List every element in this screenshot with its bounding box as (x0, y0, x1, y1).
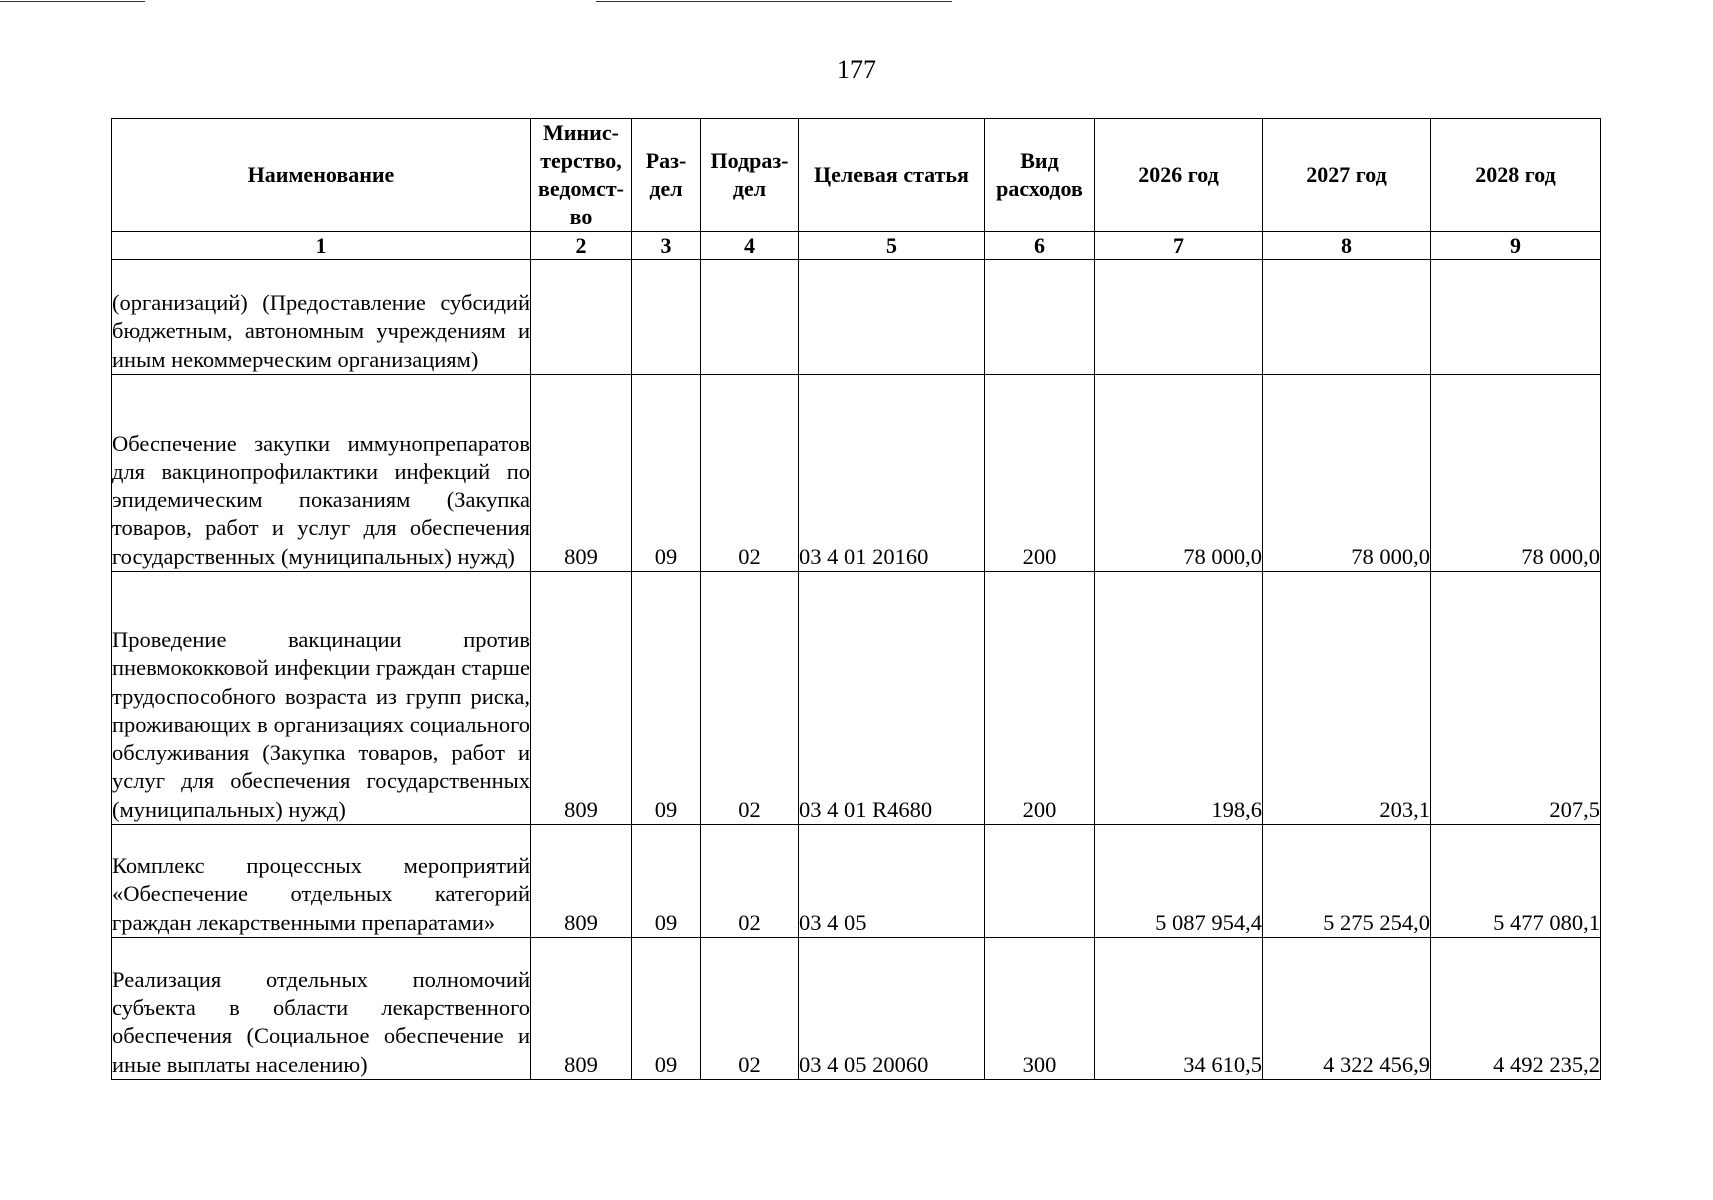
row-value-2028: 78 000,0 (1431, 375, 1601, 572)
row-name: Реализация отдельных полномочий субъекта в области лекарственного обеспечения (Социальное обеспечение и иные выплаты населению) (112, 938, 531, 1080)
row-value-2027 (1263, 260, 1431, 375)
column-number: 3 (632, 232, 701, 260)
header-section: Раз-дел (632, 119, 701, 232)
table-row (112, 938, 1601, 1080)
row-value-2026: 198,6 (1095, 572, 1263, 825)
table-row (112, 260, 1601, 375)
header-ministry: Минис-терство, ведомст-во (531, 119, 632, 232)
row-subsection: 02 (701, 825, 799, 938)
row-name: Комплекс процессных мероприятий «Обеспечение отдельных категорий граждан лекарственными препаратами» (112, 825, 531, 938)
row-target-article: 03 4 05 (799, 825, 985, 938)
row-target-article: 03 4 01 20160 (799, 375, 985, 572)
row-subsection: 02 (701, 938, 799, 1080)
row-value-2027: 4 322 456,9 (1263, 938, 1431, 1080)
header-year-2027: 2027 год (1263, 119, 1431, 232)
table-row (112, 572, 1601, 825)
row-section: 09 (632, 825, 701, 938)
row-subsection: 02 (701, 375, 799, 572)
row-value-2028 (1431, 260, 1601, 375)
table-row (112, 375, 1601, 572)
column-number: 5 (799, 232, 985, 260)
row-value-2026: 34 610,5 (1095, 938, 1263, 1080)
row-ministry (531, 260, 632, 375)
row-target-article: 03 4 05 20060 (799, 938, 985, 1080)
row-expense-type (985, 825, 1095, 938)
row-subsection: 02 (701, 572, 799, 825)
column-number: 8 (1263, 232, 1431, 260)
row-value-2026: 78 000,0 (1095, 375, 1263, 572)
row-section: 09 (632, 375, 701, 572)
row-value-2028: 207,5 (1431, 572, 1601, 825)
row-name: Проведение вакцинации против пневмококковой инфекции граждан старше трудоспособного возраста из групп риска, проживающих в организациях социального обслуживания (Закупка товаров, работ и услуг для обеспечения государственных (муниципальных) нужд) (112, 572, 531, 825)
row-ministry: 809 (531, 825, 632, 938)
row-expense-type (985, 260, 1095, 375)
header-subsection: Подраз-дел (701, 119, 799, 232)
header-expense-type: Вид расходов (985, 119, 1095, 232)
row-section (632, 260, 701, 375)
column-number-row (112, 232, 1601, 260)
header-year-2028: 2028 год (1431, 119, 1601, 232)
scan-artifact-line (596, 1, 952, 2)
page-number: 177 (837, 55, 876, 84)
column-number: 2 (531, 232, 632, 260)
row-section: 09 (632, 572, 701, 825)
row-value-2027: 78 000,0 (1263, 375, 1431, 572)
header-row (112, 119, 1601, 232)
header-year-2026: 2026 год (1095, 119, 1263, 232)
row-subsection (701, 260, 799, 375)
row-section: 09 (632, 938, 701, 1080)
row-target-article (799, 260, 985, 375)
scan-artifact-line (0, 1, 145, 2)
row-value-2028: 4 492 235,2 (1431, 938, 1601, 1080)
row-ministry: 809 (531, 572, 632, 825)
row-value-2027: 203,1 (1263, 572, 1431, 825)
row-expense-type: 200 (985, 572, 1095, 825)
row-value-2027: 5 275 254,0 (1263, 825, 1431, 938)
row-expense-type: 300 (985, 938, 1095, 1080)
column-number: 6 (985, 232, 1095, 260)
row-target-article: 03 4 01 R4680 (799, 572, 985, 825)
budget-table (111, 118, 1601, 1080)
column-number: 7 (1095, 232, 1263, 260)
column-number: 9 (1431, 232, 1601, 260)
header-name: Наименование (112, 119, 531, 232)
row-value-2026 (1095, 260, 1263, 375)
column-number: 1 (112, 232, 531, 260)
header-target-article: Целевая статья (799, 119, 985, 232)
row-value-2028: 5 477 080,1 (1431, 825, 1601, 938)
table-row (112, 825, 1601, 938)
row-name: (организаций) (Предоставление субсидий бюджетным, автономным учреждениям и иным некоммерческим организациям) (112, 260, 531, 375)
row-name: Обеспечение закупки иммунопрепаратов для вакцинопрофилактики инфекций по эпидемическим показаниям (Закупка товаров, работ и услуг для обеспечения государственных (муниципальных) нужд) (112, 375, 531, 572)
row-value-2026: 5 087 954,4 (1095, 825, 1263, 938)
column-number: 4 (701, 232, 799, 260)
row-ministry: 809 (531, 938, 632, 1080)
row-ministry: 809 (531, 375, 632, 572)
row-expense-type: 200 (985, 375, 1095, 572)
